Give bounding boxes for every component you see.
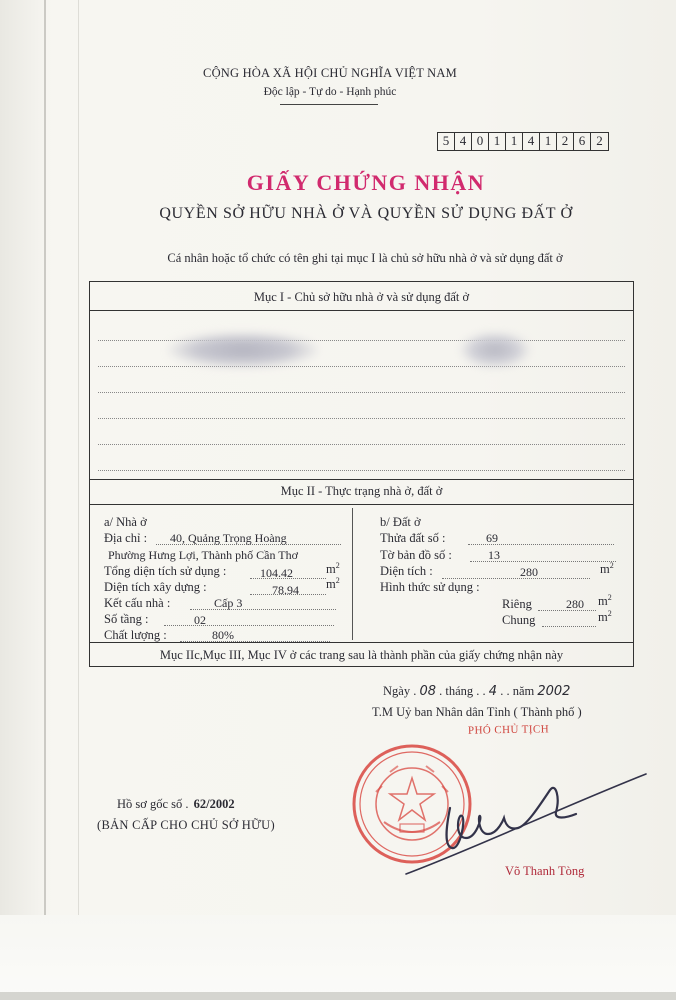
unit-exponent: 2 bbox=[335, 576, 340, 585]
redacted-owner-detail bbox=[460, 332, 530, 368]
total-area-unit bbox=[326, 561, 340, 577]
map-sheet-value: 13 bbox=[488, 548, 500, 562]
certificate-title: GIẤY CHỨNG NHẬN bbox=[246, 170, 486, 195]
build-area-label: Diện tích xây dựng : bbox=[104, 580, 207, 594]
usage-form-label: Hình thức sử dụng : bbox=[380, 580, 480, 594]
serial-digit: 4 bbox=[523, 133, 540, 150]
structure-value: Cấp 3 bbox=[214, 596, 243, 610]
section-1-heading: Mục I - Chủ sở hữu nhà ở và sử dụng đất ở bbox=[253, 290, 470, 304]
serial-number bbox=[437, 132, 609, 151]
shared-unit bbox=[598, 609, 612, 625]
unit-text: m bbox=[598, 594, 608, 609]
record-dots: . bbox=[185, 797, 191, 811]
original-record bbox=[117, 797, 235, 812]
map-sheet-label: Tờ bản đồ số : bbox=[380, 548, 452, 562]
land-area-label: Diện tích : bbox=[380, 564, 433, 578]
owner-line-4 bbox=[98, 418, 625, 419]
unit-text: m bbox=[600, 562, 610, 577]
address-line-1: 40, Quảng Trọng Hoàng bbox=[170, 531, 287, 545]
unit-exponent: 2 bbox=[607, 609, 612, 618]
intro-text: Cá nhân hoặc tổ chức có tên ghi tại mục I là chủ sở hữu nhà ở và sử dụng đất ở bbox=[167, 251, 563, 265]
private-label: Riêng bbox=[502, 597, 532, 611]
section-2-top-divider bbox=[90, 479, 633, 480]
copy-recipient-note: (BẢN CẤP CHO CHỦ SỞ HỮU) bbox=[97, 818, 275, 832]
section-2-heading: Mục II - Thực trạng nhà ở, đất ở bbox=[280, 484, 443, 498]
floors-underline bbox=[164, 625, 334, 626]
total-area-value: 104.42 bbox=[260, 566, 293, 580]
serial-digit: 2 bbox=[557, 133, 574, 150]
unit-exponent: 2 bbox=[607, 593, 612, 602]
shared-underline bbox=[542, 626, 596, 627]
motto-underline bbox=[280, 104, 378, 105]
issue-date bbox=[383, 684, 570, 699]
nation-name: CỘNG HÒA XÃ HỘI CHỦ NGHĨA VIỆT NAM bbox=[203, 66, 457, 80]
serial-digit: 2 bbox=[596, 133, 603, 148]
signer-name: Võ Thanh Tòng bbox=[505, 864, 585, 878]
certificate-subtitle: QUYỀN SỞ HỮU NHÀ Ở VÀ QUYỀN SỬ DỤNG ĐẤT Ở bbox=[159, 205, 573, 222]
house-label: a/ Nhà ở bbox=[104, 515, 147, 529]
quality-value: 80% bbox=[212, 628, 234, 642]
day-value: 08 bbox=[419, 684, 436, 699]
serial-digit: 4 bbox=[455, 133, 472, 150]
total-area-label: Tổng diện tích sử dụng : bbox=[104, 564, 227, 578]
certificate-table bbox=[89, 281, 634, 667]
private-unit bbox=[598, 593, 612, 609]
address-label: Địa chỉ : bbox=[104, 531, 148, 545]
page-crease bbox=[78, 0, 79, 915]
page-bottom-edge bbox=[0, 992, 676, 1000]
serial-digit: 1 bbox=[540, 133, 557, 150]
year-label: . . năm bbox=[500, 684, 535, 698]
unit-text: m bbox=[326, 577, 336, 592]
unit-exponent: 2 bbox=[609, 561, 614, 570]
land-area-underline bbox=[442, 578, 590, 579]
owner-line-5 bbox=[98, 444, 625, 445]
redacted-owner-name bbox=[168, 332, 318, 368]
land-area-value: 280 bbox=[520, 565, 538, 579]
build-area-value: 78.94 bbox=[272, 583, 299, 597]
section-1-divider bbox=[90, 310, 633, 311]
serial-digit: 6 bbox=[574, 133, 591, 150]
record-label: Hồ sơ gốc số bbox=[117, 797, 183, 811]
issuing-authority: T.M Uỷ ban Nhân dân Tỉnh ( Thành phố ) bbox=[372, 705, 582, 719]
day-label: Ngày . bbox=[383, 684, 417, 698]
build-area-unit bbox=[326, 576, 340, 592]
serial-digit: 0 bbox=[472, 133, 489, 150]
floors-label: Số tầng : bbox=[104, 612, 149, 626]
unit-exponent: 2 bbox=[335, 561, 340, 570]
month-label: . tháng . . bbox=[439, 684, 486, 698]
section-2-divider bbox=[90, 504, 633, 505]
address-line-2: Phường Hưng Lợi, Thành phố Cần Thơ bbox=[108, 548, 298, 562]
year-value: 2002 bbox=[537, 684, 571, 699]
signer-title: PHÓ CHỦ TỊCH bbox=[467, 723, 550, 737]
parcel-label: Thửa đất số : bbox=[380, 531, 446, 545]
private-value: 280 bbox=[566, 597, 584, 611]
land-label: b/ Đất ở bbox=[380, 515, 421, 529]
page-bottom-area bbox=[0, 915, 676, 1000]
national-motto: Độc lập - Tự do - Hạnh phúc bbox=[263, 86, 397, 98]
owner-line-3 bbox=[98, 392, 625, 393]
record-number: 62/2002 bbox=[193, 797, 235, 811]
section-footer-divider bbox=[90, 642, 633, 643]
serial-digit: 1 bbox=[489, 133, 506, 150]
handwritten-signature bbox=[400, 768, 650, 878]
shared-label: Chung bbox=[502, 613, 536, 627]
floors-value: 02 bbox=[194, 613, 206, 627]
continuation-note: Mục IIc,Mục III, Mục IV ở các trang sau là thành phần của giấy chứng nhận này bbox=[159, 648, 564, 662]
land-area-unit bbox=[600, 561, 614, 577]
serial-digit: 1 bbox=[506, 133, 523, 150]
structure-underline bbox=[190, 609, 336, 610]
owner-line-6 bbox=[98, 470, 625, 471]
column-divider bbox=[352, 508, 353, 640]
month-value: 4 bbox=[488, 684, 498, 699]
page-fold-line bbox=[44, 0, 46, 915]
structure-label: Kết cấu nhà : bbox=[104, 596, 171, 610]
serial-digit: 5 bbox=[438, 133, 455, 150]
unit-text: m bbox=[598, 610, 608, 625]
parcel-value: 69 bbox=[486, 531, 498, 545]
unit-text: m bbox=[326, 562, 336, 577]
quality-label: Chất lượng : bbox=[104, 628, 167, 642]
